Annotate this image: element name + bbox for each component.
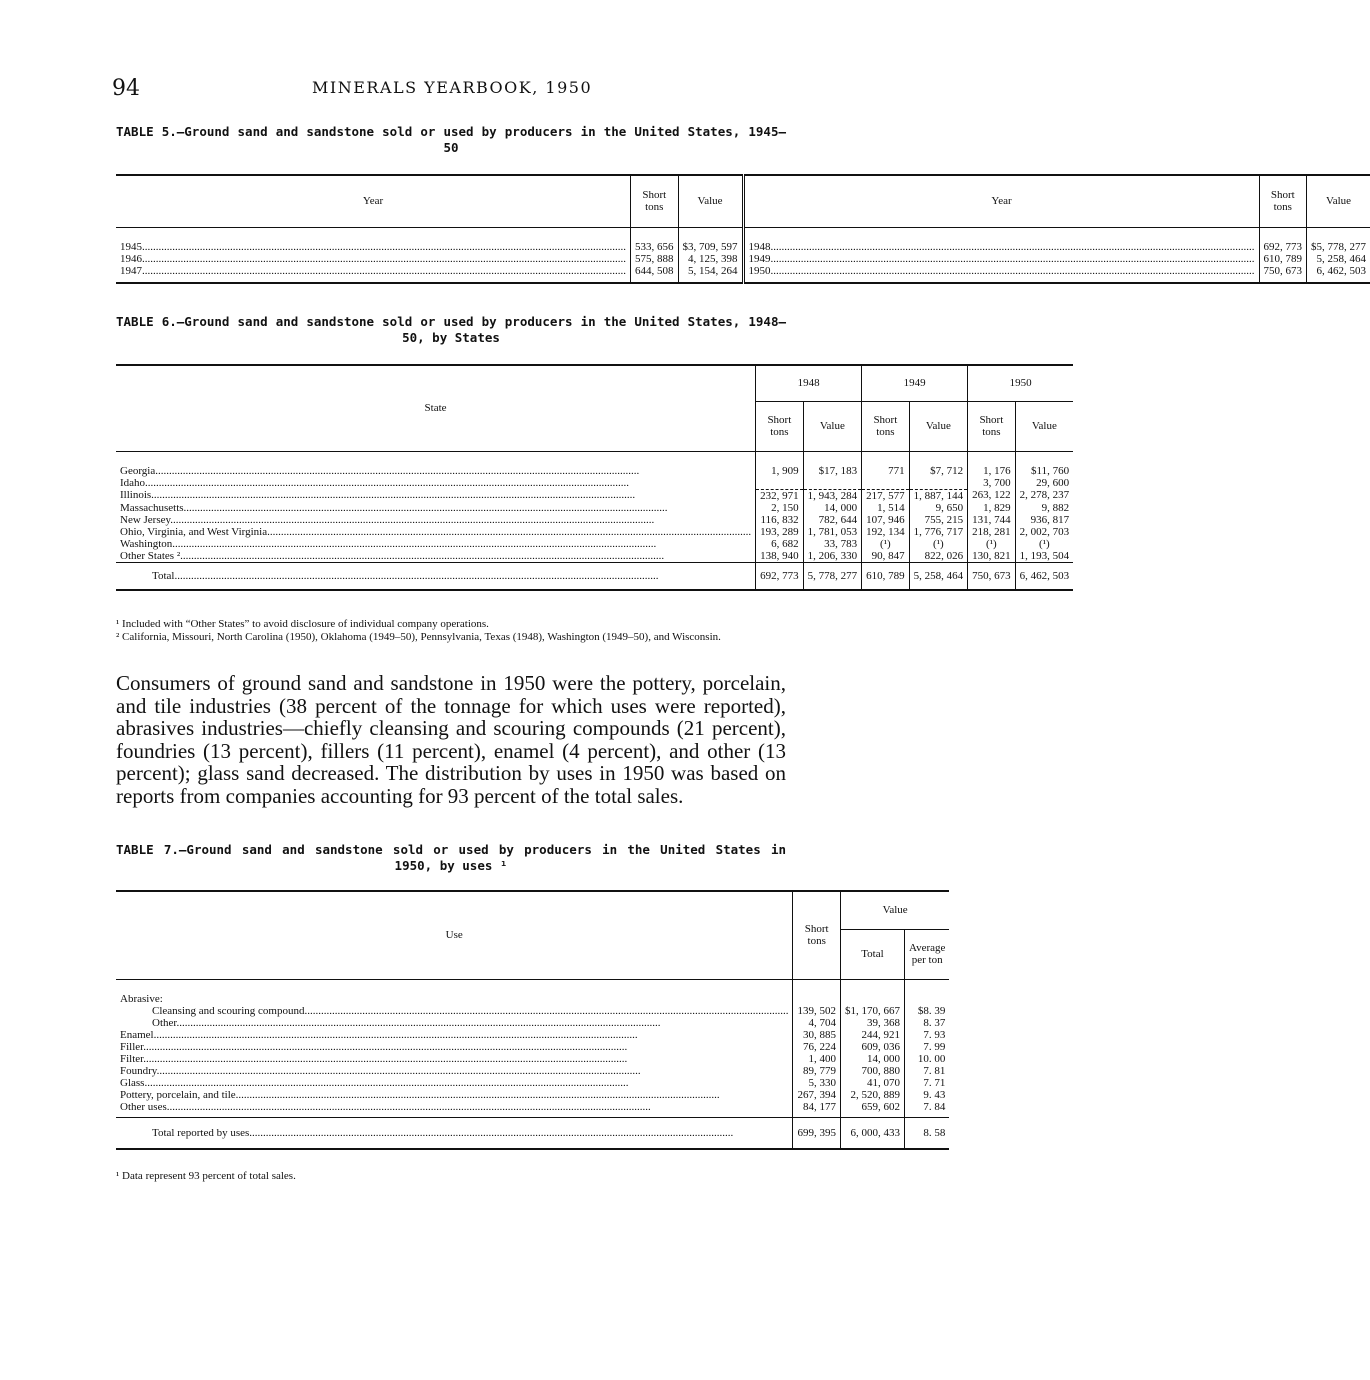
table-row: Washington ..... 6, 682 33, 783 (¹) (¹) (¹) (¹) bbox=[116, 538, 1073, 550]
table-total-row: Total reported by uses ..... 699, 395 6, 000, 433 8. 58 bbox=[116, 1117, 949, 1149]
table-row: Glass ..... 5, 330 41, 070 7. 71 bbox=[116, 1077, 949, 1089]
t6-header-1949: 1949 bbox=[862, 365, 968, 401]
table-row: Enamel ..... 30, 885 244, 921 7. 93 bbox=[116, 1029, 949, 1041]
table-row: Other States ² ..... 138, 940 1, 206, 330 90, 847 822, 026 130, 821 1, 193, 504 bbox=[116, 550, 1073, 563]
table-row: Other uses ..... 84, 177 659, 602 7. 84 bbox=[116, 1101, 949, 1117]
t7-header-short-tons: Short tons bbox=[793, 891, 841, 979]
t5-header-short-tons-2: Short tons bbox=[1259, 175, 1307, 227]
table6-footnote-2: ² California, Missouri, North Carolina (1950), Oklahoma (1949–50), Pennsylvania, Texas (1948), Washington (1949–50), and Wisconsin. bbox=[116, 631, 721, 643]
running-header: MINERALS YEARBOOK, 1950 bbox=[312, 78, 593, 97]
table6-caption: TABLE 6.—Ground sand and sandstone sold or used by producers in the United States, 1948–50, by States bbox=[116, 314, 786, 345]
t7-header-value: Value bbox=[840, 891, 949, 929]
table-row: Filler ..... 76, 224 609, 036 7. 99 bbox=[116, 1041, 949, 1053]
table7 bbox=[116, 890, 949, 1150]
table-row: Other ..... 4, 704 39, 368 8. 37 bbox=[116, 1017, 949, 1029]
t6-header-state: State bbox=[424, 402, 447, 415]
t7-header-total: Total bbox=[840, 929, 904, 979]
t6-header-1950: 1950 bbox=[968, 365, 1074, 401]
t5-header-value-2: Value bbox=[1307, 175, 1370, 227]
table7-footnote: ¹ Data represent 93 percent of total sales. bbox=[116, 1170, 296, 1182]
table-row: Ohio, Virginia, and West Virginia ..... 193, 289 1, 781, 053 192, 134 1, 776, 717 218, 281 2, 002, 703 bbox=[116, 526, 1073, 538]
table5 bbox=[116, 174, 1370, 284]
t7-header-use: Use bbox=[445, 929, 463, 942]
t5-header-value: Value bbox=[678, 175, 743, 227]
table6 bbox=[116, 364, 1073, 591]
table-row: Pottery, porcelain, and tile ..... 267, 394 2, 520, 889 9. 43 bbox=[116, 1089, 949, 1101]
table-row: Filter ..... 1, 400 14, 000 10. 00 bbox=[116, 1053, 949, 1065]
table-row: Illinois ..... 232, 971 1, 943, 284 217, 577 1, 887, 144 263, 122 2, 278, 237 bbox=[116, 489, 1073, 502]
table-row: 1945 ..... 533, 656 $3, 709, 597 1948 ..... 692, 773 $5, 778, 277 bbox=[116, 241, 1370, 253]
t6-header-short-tons: Short tons bbox=[756, 401, 804, 451]
table-row: Foundry ..... 89, 779 700, 880 7. 81 bbox=[116, 1065, 949, 1077]
t6-header-short-tons: Short tons bbox=[862, 401, 910, 451]
table5-caption: TABLE 5.—Ground sand and sandstone sold or used by producers in the United States, 1945–50 bbox=[116, 124, 786, 155]
t5-header-year: Year bbox=[362, 195, 384, 208]
t6-header-value: Value bbox=[803, 401, 862, 451]
t7-header-average: Average per ton bbox=[904, 929, 949, 979]
table6-footnote-1: ¹ Included with “Other States” to avoid disclosure of individual company operations. bbox=[116, 618, 489, 630]
page-number: 94 bbox=[112, 76, 140, 101]
table-group-row: Abrasive: bbox=[116, 993, 949, 1005]
table-row: Massachusetts ..... 2, 150 14, 000 1, 514 9, 650 1, 829 9, 882 bbox=[116, 502, 1073, 514]
body-paragraph: Consumers of ground sand and sandstone in 1950 were the pottery, porcelain, and tile industries (38 percent of the tonnage for which uses were reported), abrasives industries—chiefly cleansing and scouring compounds (21 percent), foundries (13 percent), fillers (11 percent), enamel (4 percent), and other (13 percent); glass sand decreased. The distribution by uses in 1950 was based on reports from companies accounting for 93 percent of the total sales. bbox=[116, 671, 786, 808]
table-row: Idaho ..... 3, 700 29, 600 bbox=[116, 477, 1073, 489]
table-row: Georgia ..... 1, 909 $17, 183 771 $7, 712 1, 176 $11, 760 bbox=[116, 465, 1073, 477]
table-total-row: Total ..... 692, 773 5, 778, 277 610, 789 5, 258, 464 750, 673 6, 462, 503 bbox=[116, 562, 1073, 590]
table7-caption: TABLE 7.—Ground sand and sandstone sold or used by producers in the United States in 1950, by uses ¹ bbox=[116, 842, 786, 873]
t5-header-year-2: Year bbox=[743, 175, 1259, 227]
table-row: 1947 ..... 644, 508 5, 154, 264 1950 ..... 750, 673 6, 462, 503 bbox=[116, 265, 1370, 283]
t6-header-1948: 1948 bbox=[756, 365, 862, 401]
t6-header-value: Value bbox=[909, 401, 968, 451]
table-row: 1946 ..... 575, 888 4, 125, 398 1949 ..... 610, 789 5, 258, 464 bbox=[116, 253, 1370, 265]
t6-header-value: Value bbox=[1015, 401, 1073, 451]
t6-header-short-tons: Short tons bbox=[968, 401, 1016, 451]
table-row: Cleansing and scouring compound ..... 139, 502 $1, 170, 667 $8. 39 bbox=[116, 1005, 949, 1017]
t5-header-short-tons: Short tons bbox=[631, 175, 679, 227]
table-row: New Jersey ..... 116, 832 782, 644 107, 946 755, 215 131, 744 936, 817 bbox=[116, 514, 1073, 526]
